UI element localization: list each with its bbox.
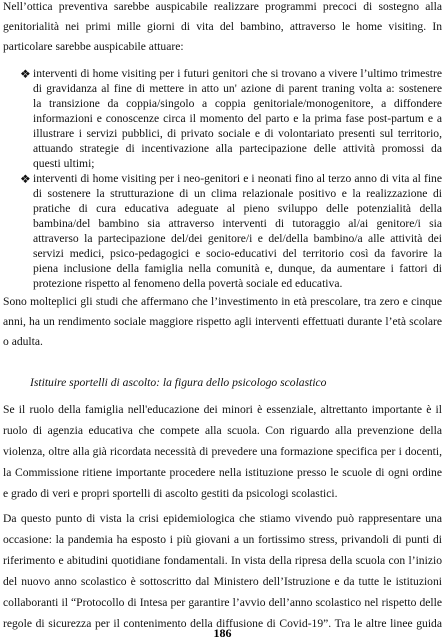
text-line: Nell’ottica preventiva sarebbe auspicabile realizzare programmi precoci di sostegno alla bbox=[3, 0, 442, 13]
document-page bbox=[3, 0, 442, 641]
text-line: Da questo punto di vista la crisi epidemiologica che stiamo vivendo può rappresentare una bbox=[3, 512, 442, 525]
text-line: servizi medici, psico-pedagogici e socio-educativi del territorio così da favorire la bbox=[33, 247, 442, 260]
diamond-bullet-icon: ❖ bbox=[20, 67, 31, 81]
text-line: protezione rispetto al fenomeno della povertà sociale ed educativa. bbox=[33, 277, 343, 290]
text-line: violenza, oltre alla già ricordata necessità di prevedere una formazione specifica per i docenti, bbox=[3, 445, 442, 458]
text-line: Sono molteplici gli studi che affermano che l’investimento in età prescolare, tra zero e cinque bbox=[3, 295, 442, 308]
text-line: piena inclusione della famiglia nella comunità e, dunque, da aumentare i fattori di bbox=[33, 262, 442, 275]
text-line: del nuovo anno scolastico è sottoscritto dal Ministero dell’Istruzione e da tutte le istituzioni bbox=[3, 575, 442, 588]
text-line: bambina/del bambino sia attraverso interventi di tutoraggio al/ai genitore/i sia bbox=[33, 217, 442, 230]
text-line: o adulta. bbox=[3, 335, 43, 348]
text-line: collaboranti il “Protocollo di Intesa per garantire l’avvio dell’anno scolastico nel rispetto delle bbox=[3, 596, 442, 609]
text-line: e grado di veri e propri sportelli di ascolto gestiti da psicologi scolastici. bbox=[3, 487, 338, 500]
text-line: la Commissione ritiene importante procedere nella istituzione presso le scuole di ogni ordine bbox=[3, 466, 442, 479]
text-line: regole di sicurezza per il contenimento della diffusione di Covid-19”. Tra le altre linee guida bbox=[3, 617, 442, 630]
text-line: di gravidanza al fine di mettere in atto un' azione di parent traning volta a: sostenere bbox=[33, 82, 442, 95]
text-line: particolare sarebbe auspicabile attuare: bbox=[3, 40, 184, 53]
text-line: interventi di home visiting per i futuri genitori che si trovano a vivere l’ultimo trimestre bbox=[33, 67, 442, 80]
text-line: ruolo di agenzia educativa che compete alla scuola. Con riguardo alla prevenzione della bbox=[3, 424, 442, 437]
text-line: occasione: la pandemia ha esposto i più giovani a un fortissimo stress, privandoli di punti di bbox=[3, 533, 442, 546]
text-line: attuando strategie di incentivazione alla partecipazione delle attività promossi da bbox=[33, 142, 442, 155]
text-line: attraverso la partecipazione del/dei genitore/i e del/della bambino/a alle attività dei bbox=[33, 232, 442, 245]
text-line: di sostenere la strutturazione di un clima relazionale positivo e la realizzazione di bbox=[33, 187, 442, 200]
text-line: illustrare i servizi pubblici, di privato sociale e di volontariato presenti sul territorio, bbox=[33, 127, 442, 140]
text-line: la transizione da coppia/singolo a coppia genitoriale/monogenitore, a diffondere bbox=[33, 97, 442, 110]
text-line: genitorialità nei primi mille giorni di vita del bambino, attraverso le home visiting. In bbox=[3, 20, 442, 33]
text-line: pratiche di cura educativa adeguate al pieno sviluppo delle potenzialità della bbox=[33, 202, 442, 215]
diamond-bullet-icon: ❖ bbox=[20, 172, 31, 186]
page-number: 186 bbox=[213, 626, 232, 640]
text-line: Se il ruolo della famiglia nell'educazione dei minori è essenziale, altrettanto importante è il bbox=[3, 403, 442, 416]
section-heading: Istituire sportelli di ascolto: la figura dello psicologo scolastico bbox=[30, 376, 327, 389]
text-line: questi ultimi; bbox=[33, 157, 95, 170]
text-line: interventi di home visiting per i neo-genitori e i neonati fino al terzo anno di vita al fine bbox=[33, 172, 442, 185]
text-line: riferimento e abitudini quotidiane fondamentali. In vista della ripresa della scuola con l’inizio bbox=[3, 554, 442, 567]
text-line: informazioni e conoscenze circa il momento del parto e la prima fase post-partum e a bbox=[33, 112, 442, 125]
text-line: anni, ha un rendimento sociale maggiore rispetto agli interventi effettuati durante l’età scolare bbox=[3, 315, 442, 328]
